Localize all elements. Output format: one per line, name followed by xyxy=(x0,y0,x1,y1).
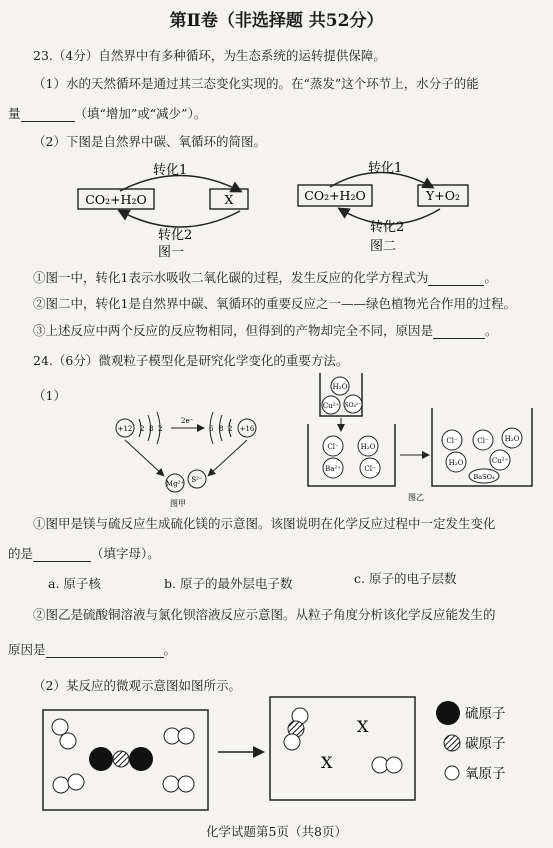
figure-2 xyxy=(298,161,468,254)
q24-sub1-pre: 的是 xyxy=(8,546,34,561)
legend-carbon-swatch xyxy=(444,735,460,751)
oxygen-atom xyxy=(52,719,68,735)
answer-blank[interactable] xyxy=(433,323,485,339)
mg-ion-label: Mg²⁺ xyxy=(165,480,185,488)
mg-shell-3-count: 2 xyxy=(158,425,163,433)
fig2-left-box-label: CO₂+H₂O xyxy=(304,188,366,203)
q23-part1-post: （填“增加”或“减少”）。 xyxy=(74,106,207,121)
answer-blank[interactable] xyxy=(21,106,75,122)
carbon-atom xyxy=(113,751,129,767)
ion-label: Cl⁻ xyxy=(446,437,458,445)
ion-label: H₂O xyxy=(360,443,376,451)
page-footer: 化学试题第5页（共8页） xyxy=(206,824,347,839)
q23-sub3 xyxy=(33,321,498,339)
s-shell-outer-count: 6 xyxy=(209,425,214,433)
left-beaker xyxy=(308,424,395,486)
q23-sub1-text: ①图一中，转化1表示水吸收二氧化碳的过程，发生反应的化学方程式为 xyxy=(33,270,429,285)
s-nucleus-label: +16 xyxy=(239,425,255,433)
q24-part1-label: （1） xyxy=(33,388,66,403)
fig2-top-label: 转化1 xyxy=(368,161,403,176)
figure-yi-caption: 图乙 xyxy=(408,493,424,502)
reactant-o2-bottom-left xyxy=(53,774,84,793)
mg-atom-diagram xyxy=(116,412,162,444)
product-o2 xyxy=(372,757,402,773)
ion-label: Cu²⁺ xyxy=(322,402,340,410)
ion-label: Ba²⁺ xyxy=(325,465,341,473)
fig1-caption: 图一 xyxy=(158,245,185,260)
s-shell-inner-count: 2 xyxy=(228,425,233,433)
s-shell-middle-count: 8 xyxy=(219,425,224,433)
q24-sub2-end: 。 xyxy=(163,642,177,657)
fig1-right-box-label: X xyxy=(224,192,234,207)
reactant-o2-bottom-right xyxy=(163,776,194,792)
q23-part1-pre: 量 xyxy=(8,106,21,121)
q23-sub3-end: 。 xyxy=(485,323,498,338)
ion-label: Cl⁻ xyxy=(364,465,376,473)
legend-sulfur-label: 硫原子 xyxy=(465,706,506,722)
oxygen-atom xyxy=(178,728,194,744)
ion-label: BaSO₄ xyxy=(473,473,495,481)
electron-transfer-label: 2e⁻ xyxy=(181,417,194,425)
oxygen-atom xyxy=(163,776,179,792)
unknown-product-x: X xyxy=(357,717,369,736)
cycle-figures xyxy=(0,155,553,265)
left-beaker-ions xyxy=(323,436,380,478)
fig2-right-box-label: Y+O₂ xyxy=(426,188,460,203)
q24-sub1-post: （填字母）。 xyxy=(91,546,160,561)
q23-sub1 xyxy=(33,268,497,286)
option-b: b. 原子的最外层电子数 xyxy=(164,576,293,591)
answer-blank[interactable] xyxy=(46,642,164,658)
q23-sub3-text: ③上述反应中两个反应的反应物相同，但得到的产物却完全不同，原因是 xyxy=(33,323,434,338)
oxygen-atom xyxy=(60,733,76,749)
legend-oxygen-label: 氧原子 xyxy=(465,766,506,782)
legend xyxy=(436,701,506,782)
legend-oxygen-swatch xyxy=(445,766,459,780)
reactant-o2-right xyxy=(164,728,194,744)
ion-label: H₂O xyxy=(504,435,520,443)
figure-jia xyxy=(95,395,285,510)
q24-stem: 24.（6分）微观粒子模型化是研究化学变化的重要方法。 xyxy=(33,353,349,368)
ion-label: H₂O xyxy=(448,459,464,467)
sulfur-atom xyxy=(89,747,113,771)
ion-label: SO₄²⁻ xyxy=(344,402,362,409)
fig1-top-label: 转化1 xyxy=(153,163,188,178)
q23-sub1-end: 。 xyxy=(484,270,497,285)
legend-sulfur-swatch xyxy=(436,701,460,725)
fig2-bottom-label: 转化2 xyxy=(370,220,405,235)
s-atom-diagram xyxy=(209,412,256,444)
q23-sub2: ②图二中，转化1是自然界中碳、氧循环的重要反应之一——绿色植物光合作用的过程。 xyxy=(33,296,516,311)
ion-label: Cu²⁺ xyxy=(491,457,509,465)
section-title: 第Ⅱ卷（非选择题 共52分） xyxy=(169,11,384,31)
q23-stem: 23.（4分）自然界中有多种循环，为生态系统的运转提供保障。 xyxy=(33,48,386,63)
option-c: c. 原子的电子层数 xyxy=(354,571,457,586)
arrow-to-s-ion xyxy=(209,440,247,475)
figure-jia-caption: 图甲 xyxy=(170,499,186,508)
q24-part2: （2）某反应的微观示意图如图所示。 xyxy=(33,678,241,693)
oxygen-atom xyxy=(68,774,84,790)
q23-part2: （2）下图是自然界中碳、氧循环的简图。 xyxy=(33,134,266,149)
q24-sub2-line2 xyxy=(8,640,176,658)
mg-shell-2-count: 8 xyxy=(149,425,154,433)
figure-1 xyxy=(78,163,248,260)
q24-sub2-line1: ②图乙是硫酸铜溶液与氯化钡溶液反应示意图。从粒子角度分析该化学反应能发生的 xyxy=(33,607,496,622)
arrow-to-mg-ion xyxy=(125,440,163,475)
reactant-cs2 xyxy=(89,747,153,771)
sulfur-atom xyxy=(129,747,153,771)
reactant-o2-top xyxy=(52,719,76,749)
mg-shell-1-count: 2 xyxy=(140,425,145,433)
q23-part1-line1: （1）水的天然循环是通过其三态变化实现的。在“蒸发”这个环节上，水分子的能 xyxy=(33,76,479,91)
fig1-arrow-bottom xyxy=(120,211,240,227)
q23-part1-line2 xyxy=(8,104,206,122)
unknown-product-x: X xyxy=(321,753,333,772)
q24-sub2-pre: 原因是 xyxy=(8,642,46,657)
oxygen-atom xyxy=(53,777,69,793)
mg-nucleus-label: +12 xyxy=(117,425,133,433)
ion-label: Cl⁻ xyxy=(477,437,489,445)
top-beaker-ions xyxy=(322,377,362,414)
product-co2 xyxy=(284,708,308,750)
q24-sub1-line1: ①图甲是镁与硫反应生成硫化镁的示意图。该图说明在化学反应过程中一定发生变化 xyxy=(33,516,496,531)
answer-blank[interactable] xyxy=(33,546,91,562)
right-beaker-ions xyxy=(442,428,522,483)
ion-label: Cl⁻ xyxy=(327,443,339,451)
fig2-caption: 图二 xyxy=(370,239,397,254)
s-ion-label: S²⁻ xyxy=(191,476,203,484)
ion-label: H₂O xyxy=(332,383,348,391)
figure-yi xyxy=(300,368,540,503)
legend-carbon-label: 碳原子 xyxy=(465,736,506,752)
oxygen-atom xyxy=(386,757,402,773)
answer-blank[interactable] xyxy=(428,270,484,286)
reaction-micro-diagram xyxy=(0,692,553,817)
fig1-left-box-label: CO₂+H₂O xyxy=(85,192,147,207)
oxygen-atom xyxy=(178,776,194,792)
oxygen-atom xyxy=(284,734,300,750)
option-a: a. 原子核 xyxy=(48,576,101,591)
fig1-bottom-label: 转化2 xyxy=(158,228,193,243)
q24-sub1-line2 xyxy=(8,544,160,562)
